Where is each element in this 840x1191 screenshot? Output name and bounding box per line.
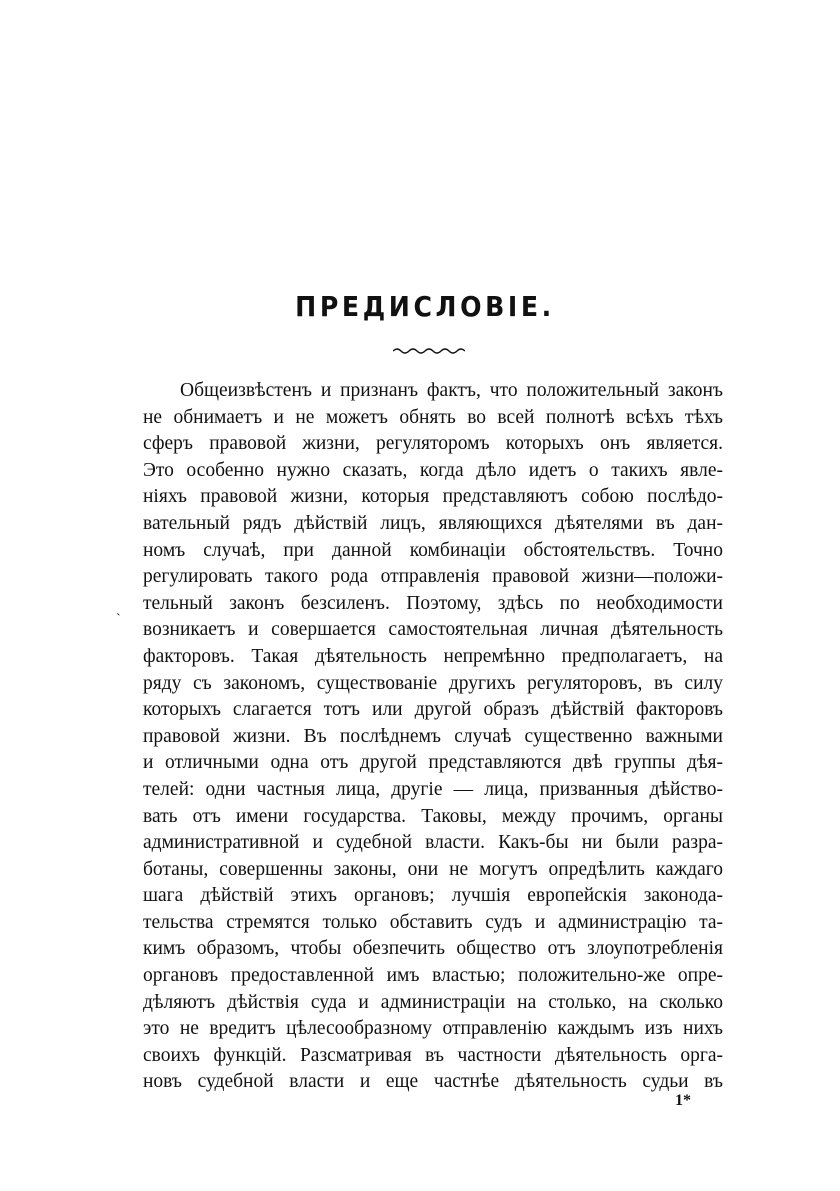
text-line: и отличными одна отъ другой представляются двѣ группы дѣя-: [143, 752, 723, 774]
text-line: дѣляютъ дѣйствія суда и администраціи на столько, на сколько: [143, 991, 723, 1013]
text-line: Общеизвѣстенъ и признанъ фактъ, что положительный законъ: [180, 380, 723, 401]
text-line: возникаетъ и совершается самостоятельная личная дѣятельность: [143, 619, 723, 641]
text-line: правовой жизни. Въ послѣднемъ случаѣ существенно важными: [143, 725, 723, 747]
text-line: телей: одни частныя лица, другіе — лица, призванныя дѣйство-: [143, 778, 723, 800]
text-line: новъ судебной власти и еще частнѣе дѣятельность судьи въ: [143, 1071, 723, 1093]
text-line: тельный законъ безсиленъ. Поэтому, здѣсь по необходимости: [143, 592, 723, 614]
text-line: шага дѣйствій этихъ органовъ; лучшія европейскія законода-: [143, 885, 723, 907]
ornament-divider: [393, 346, 465, 356]
text-line: вательный рядъ дѣйствій лицъ, являющихся дѣятелями въ дан-: [143, 512, 723, 534]
text-line: факторовъ. Такая дѣятельность непремѣнно предполагаетъ, на: [143, 645, 723, 667]
text-line: административной и судебной власти. Какъ-бы ни были разра-: [143, 832, 723, 854]
preface-paragraph: [143, 378, 723, 1096]
text-line: Это особенно нужно сказать, когда дѣло идетъ о такихъ явле-: [143, 459, 723, 481]
text-line: которыхъ слагается тотъ или другой образъ дѣйствій факторовъ: [143, 699, 723, 721]
text-line: ніяхъ правовой жизни, которыя представляютъ собою послѣдо-: [143, 486, 723, 508]
text-line: ряду съ закономъ, существованіе другихъ регуляторовъ, въ силу: [143, 672, 723, 694]
text-line: ботаны, совершенны законы, они не могутъ опредѣлить каждаго: [143, 858, 723, 880]
text-line: регулировать такого рода отправленія правовой жизни—положи-: [143, 566, 723, 588]
text-line: кимъ образомъ, чтобы обезпечить общество отъ злоупотребленія: [143, 938, 723, 960]
text-line: номъ случаѣ, при данной комбинаціи обстоятельствъ. Точно: [143, 539, 723, 561]
text-line: своихъ функцій. Разсматривая въ частности дѣятельность орга-: [143, 1044, 723, 1066]
text-line: это не вредитъ цѣлесообразному отправленію каждымъ изъ нихъ: [143, 1018, 723, 1040]
page-title: ПРЕДИСЛОВІЕ.: [295, 290, 555, 323]
text-line: сферъ правовой жизни, регуляторомъ которыхъ онъ является.: [143, 433, 723, 455]
text-line: не обнимаетъ и не можетъ обнять во всей полнотѣ всѣхъ тѣхъ: [143, 406, 723, 428]
printer-signature: 1*: [675, 1092, 691, 1109]
text-line: тельства стремятся только обставить судъ и администрацію та-: [143, 911, 723, 933]
text-line: вать отъ имени государства. Таковы, между прочимъ, органы: [143, 805, 723, 827]
text-line: органовъ предоставленной имъ властью; положительно-же опре-: [143, 965, 723, 987]
margin-mark: ˋ: [116, 612, 121, 627]
